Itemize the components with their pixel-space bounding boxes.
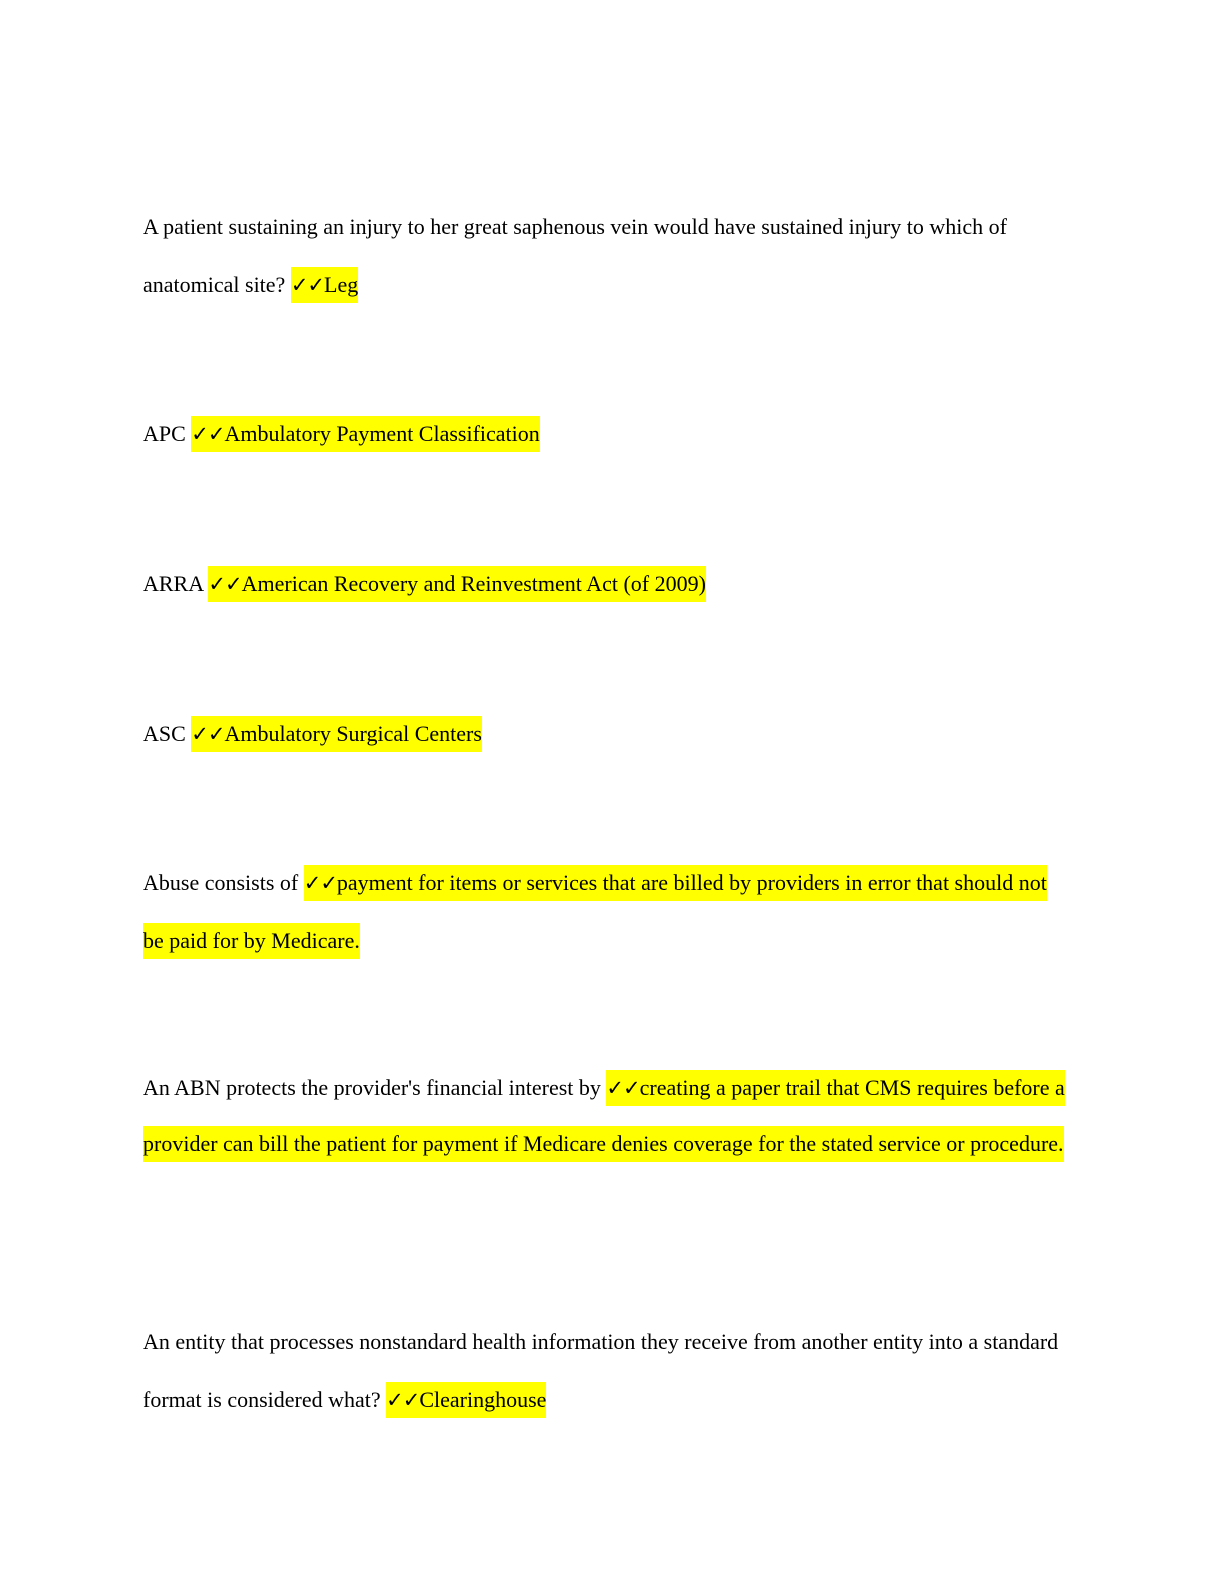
question-text: ARRA xyxy=(143,571,203,596)
qa-entry xyxy=(143,198,1073,314)
double-check-icon: ✓✓ xyxy=(290,273,325,297)
answer-text: Ambulatory Surgical Centers xyxy=(224,721,482,746)
answer-highlight xyxy=(191,416,540,452)
question-text: An ABN protects the provider's financial interest by xyxy=(143,1075,601,1100)
answer-text: payment for items or services that are billed by providers in error that should not be paid for by Medicare. xyxy=(143,870,1047,953)
qa-entry xyxy=(143,1313,1073,1429)
double-check-icon: ✓✓ xyxy=(208,572,242,596)
qa-entry xyxy=(143,854,1073,970)
question-text: Abuse consists of xyxy=(143,870,299,895)
answer-text: Clearinghouse xyxy=(419,1387,547,1412)
answer-highlight xyxy=(191,716,482,752)
answer-highlight xyxy=(386,1382,546,1418)
answer-text: creating a paper trail that CMS requires before a provider can bill the patient for payment if Medicare denies coverage for the stated service or procedure. xyxy=(143,1075,1065,1156)
double-check-icon: ✓✓ xyxy=(303,871,337,895)
question-text: An entity that processes nonstandard health information they receive from another entity into a standard format is considered what? xyxy=(143,1329,1059,1412)
answer-highlight xyxy=(291,267,358,303)
qa-entry xyxy=(143,405,1073,463)
double-check-icon: ✓✓ xyxy=(191,722,225,746)
qa-entry xyxy=(143,705,1073,763)
answer-text: American Recovery and Reinvestment Act (of 2009) xyxy=(241,571,706,596)
double-check-icon: ✓✓ xyxy=(191,422,225,446)
answer-highlight xyxy=(208,566,706,602)
answer-text: Leg xyxy=(324,272,359,297)
double-check-icon: ✓✓ xyxy=(606,1076,640,1100)
qa-entry xyxy=(143,1060,1073,1172)
question-text: APC xyxy=(143,421,186,446)
qa-entry xyxy=(143,555,1073,613)
question-text: A patient sustaining an injury to her great saphenous vein would have sustained injury to which of anatomical site? xyxy=(143,214,1007,297)
double-check-icon: ✓✓ xyxy=(386,1388,420,1412)
question-text: ASC xyxy=(143,721,186,746)
answer-text: Ambulatory Payment Classification xyxy=(224,421,540,446)
